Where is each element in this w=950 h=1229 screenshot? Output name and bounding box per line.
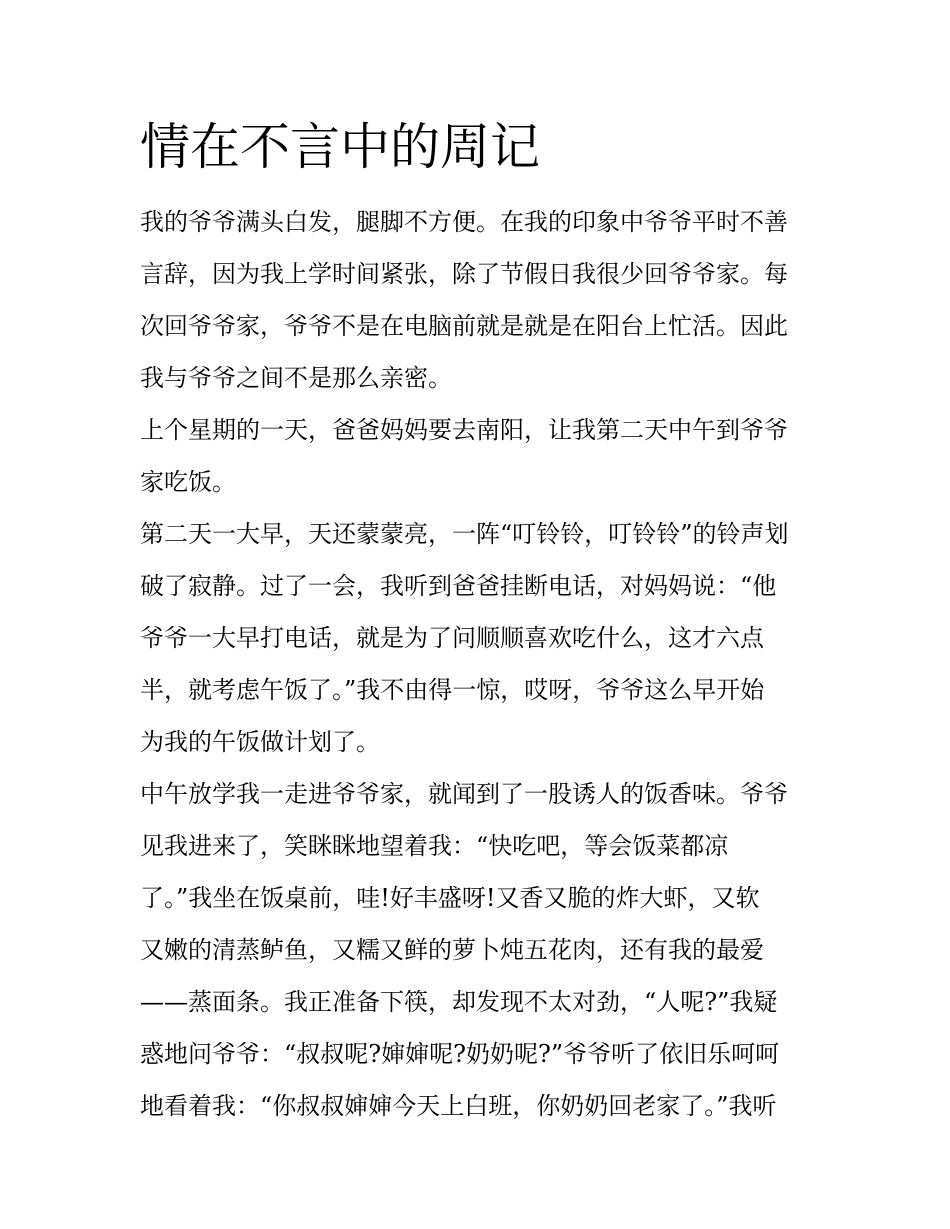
text-line: 见我进来了，笑眯眯地望着我：“快吃吧，等会饭菜都凉 [140,832,729,860]
text-line: 又嫩的清蒸鲈鱼，又糯又鲜的萝卜炖五花肉，还有我的最爱 [140,936,764,964]
text-line: 惑地问爷爷：“叔叔呢?婶婶呢?奶奶呢?”爷爷听了依旧乐呵呵 [140,1040,780,1068]
text-line: 了。”我坐在饭桌前，哇!好丰盛呀!又香又脆的炸大虾，又软 [140,884,760,912]
text-line: ——蒸面条。我正准备下筷，却发现不太对劲，“人呢?”我疑 [140,988,778,1016]
text-line: 半，就考虑午饭了。”我不由得一惊，哎呀，爷爷这么早开始 [140,676,765,704]
text-line: 次回爷爷家，爷爷不是在电脑前就是就是在阳台上忙活。因此 [140,312,788,340]
text-line: 我的爷爷满头白发，腿脚不方便。在我的印象中爷爷平时不善 [140,208,788,236]
document-body [140,196,820,1132]
document-title: 情在不言中的周记 [140,118,540,176]
text-line: 为我的午饭做计划了。 [140,728,380,756]
text-line: 第二天一大早，天还蒙蒙亮，一阵“叮铃铃，叮铃铃”的铃声划 [140,520,789,548]
text-line: 上个星期的一天，爸爸妈妈要去南阳，让我第二天中午到爷爷 [140,416,788,444]
text-line: 爷爷一大早打电话，就是为了问顺顺喜欢吃什么，这才六点 [140,624,764,652]
text-line: 言辞，因为我上学时间紧张，除了节假日我很少回爷爷家。每 [140,260,788,288]
text-line: 中午放学我一走进爷爷家，就闻到了一股诱人的饭香味。爷爷 [140,780,788,808]
text-line: 地看着我：“你叔叔婶婶今天上白班，你奶奶回老家了。”我听 [140,1092,777,1120]
text-line: 家吃饭。 [140,468,236,496]
text-line: 我与爷爷之间不是那么亲密。 [140,364,452,392]
text-line: 破了寂静。过了一会，我听到爸爸挂断电话，对妈妈说：“他 [140,572,777,600]
